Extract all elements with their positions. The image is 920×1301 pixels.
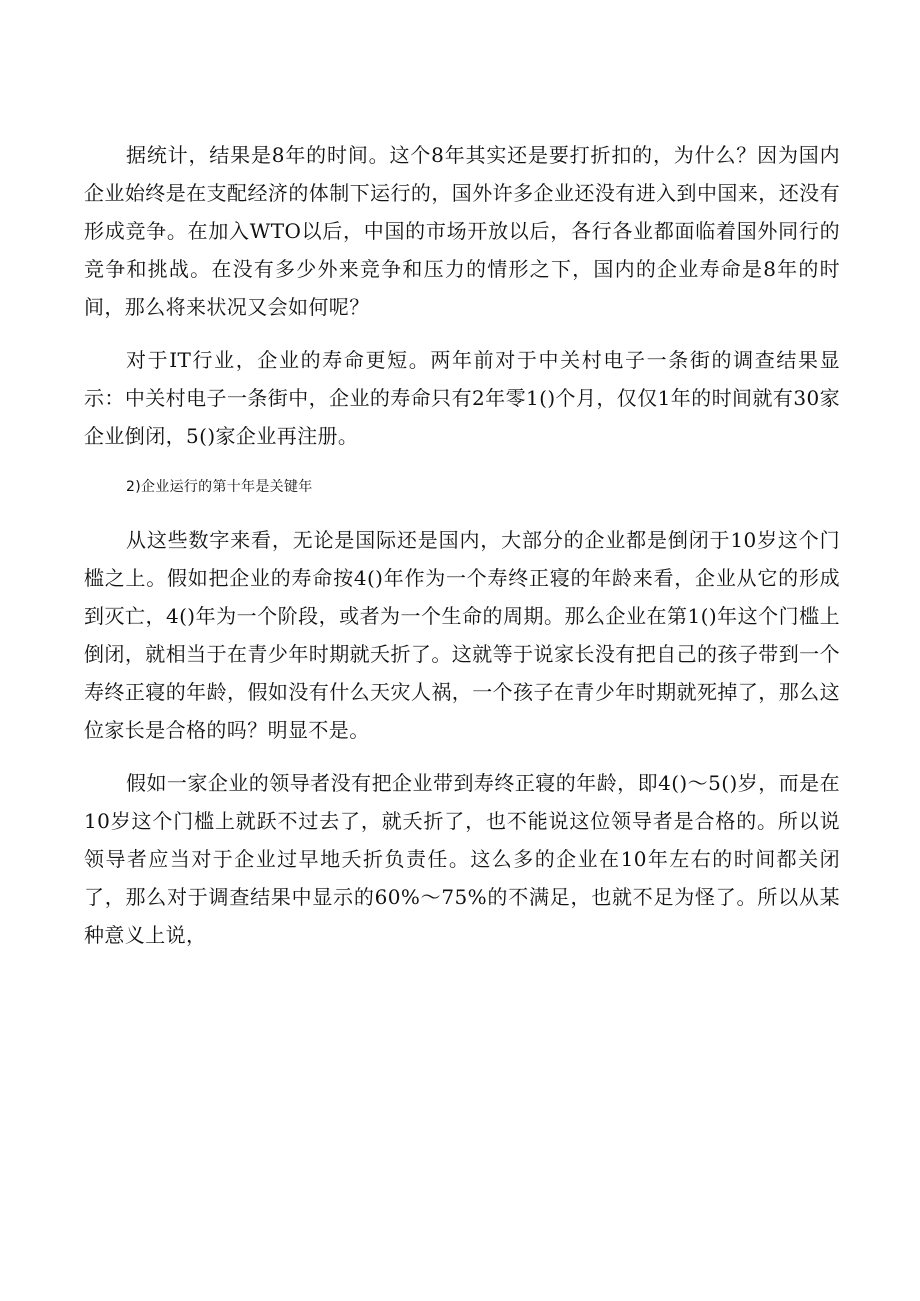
paragraph: 对于IT行业，企业的寿命更短。两年前对于中关村电子一条街的调查结果显示：中关村电子一条街中，企业的寿命只有2年零1()个月，仅仅1年的时间就有30家企业倒闭，5()家企业再注册。 [84,348,840,448]
document-page [84,136,840,954]
paragraph: 从这些数字来看，无论是国际还是国内，大部分的企业都是倒闭于10岁这个门槛之上。假如把企业的寿命按4()年作为一个寿终正寝的年龄来看，企业从它的形成到灭亡，4()年为一个阶段，或者为一个生命的周期。那么企业在第1()年这个门槛上倒闭，就相当于在青少年时期就夭折了。这就等于说家长没有把自己的孩子带到一个寿终正寝的年龄，假如没有什么天灾人祸，一个孩子在青少年时期就死掉了，那么这位家长是合格的吗？明显不是。 [84,528,840,742]
paragraph: 据统计，结果是8年的时间。这个8年其实还是要打折扣的，为什么？因为国内企业始终是在支配经济的体制下运行的，国外许多企业还没有进入到中国来，还没有形成竞争。在加入WTO以后，中国的市场开放以后，各行各业都面临着国外同行的竞争和挑战。在没有多少外来竞争和压力的情形之下，国内的企业寿命是8年的时间，那么将来状况又会如何呢？ [84,143,840,319]
paragraph: 假如一家企业的领导者没有把企业带到寿终正寝的年龄，即4()～5()岁，而是在10岁这个门槛上就跃不过去了，就夭折了，也不能说这位领导者是合格的。所以说领导者应当对于企业过早地夭折负责任。这么多的企业在10年左右的时间都关闭了，那么对于调查结果中显示的60%～75%的不满足，也就不足为怪了。所以从某种意义上说， [84,771,841,947]
section-heading: 2)企业运行的第十年是关键年 [126,479,313,495]
